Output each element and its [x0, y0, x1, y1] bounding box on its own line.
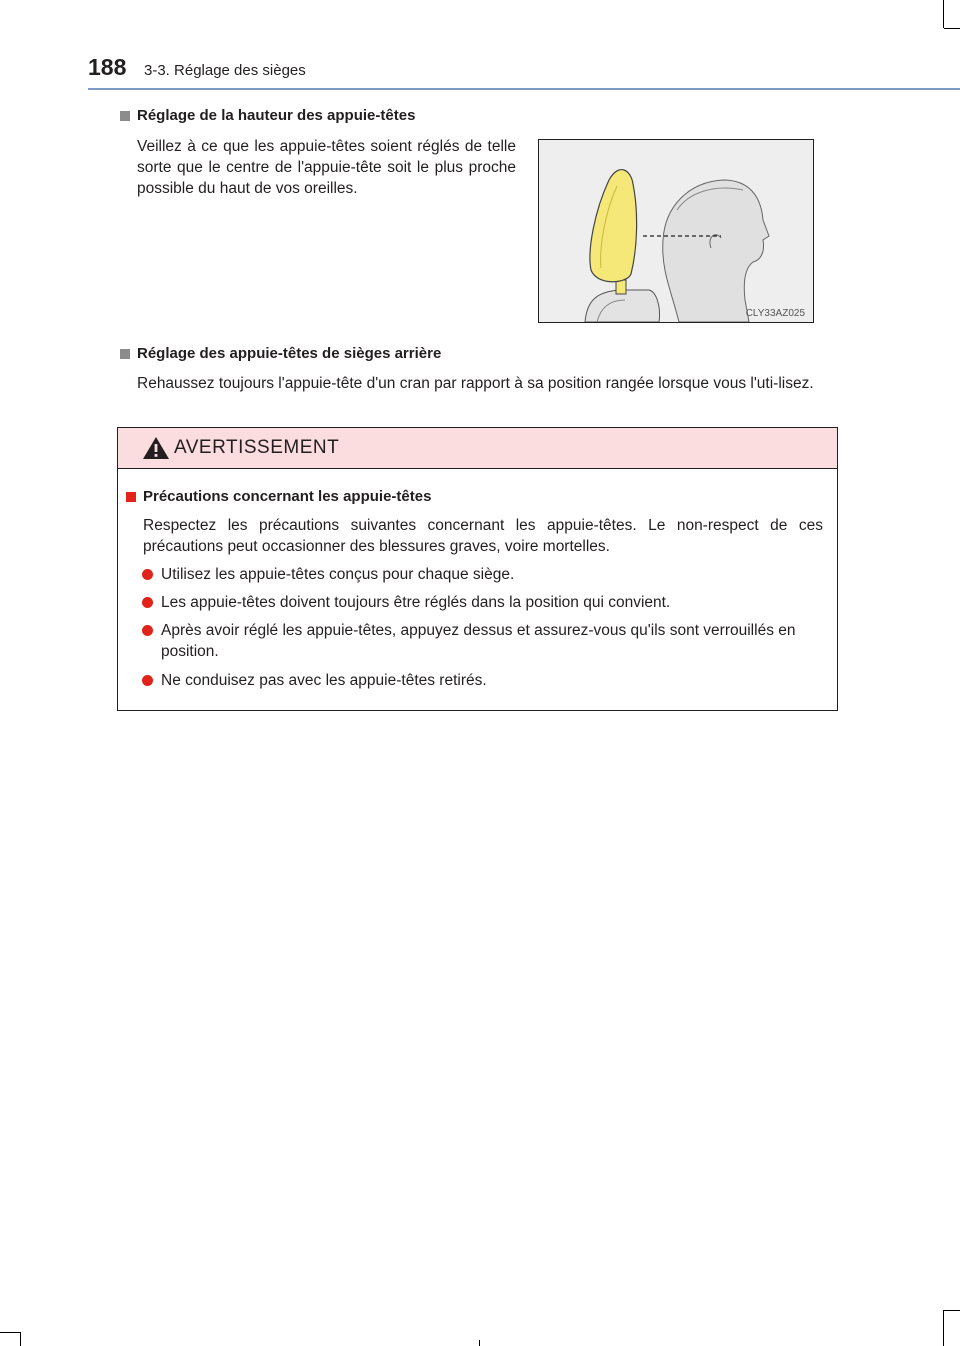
bullet-text: Ne conduisez pas avec les appuie-têtes retirés. [161, 672, 487, 689]
bullet-dot-icon [142, 625, 153, 636]
list-item [142, 670, 831, 691]
warning-title: AVERTISSEMENT [174, 437, 340, 458]
headrest-illustration [538, 139, 814, 323]
figure-code: CLY33AZ025 [745, 308, 805, 319]
paragraph-height: Veillez à ce que les appuie-têtes soient réglés de telle sorte que le centre de l'appuie-tête soit le plus proche possible du haut de vos oreilles. [137, 138, 516, 197]
warning-subheading [124, 488, 431, 505]
warning-intro: Respectez les précautions suivantes concernant les appuie-têtes. Le non-respect de ces précautions peut occasionner des blessures graves, voire mortelles. [143, 517, 823, 555]
crop-mark [479, 1340, 480, 1346]
heading-text: Réglage de la hauteur des appuie-têtes [137, 107, 416, 124]
page-number: 188 [88, 54, 127, 80]
warning-header [118, 428, 837, 469]
list-item [142, 592, 831, 613]
warning-box [117, 427, 838, 711]
bullet-dot-icon [142, 569, 153, 580]
header-rule [88, 88, 960, 90]
crop-mark [943, 1310, 944, 1346]
crop-mark [944, 28, 960, 29]
list-item [142, 564, 831, 585]
warning-triangle-icon [142, 436, 170, 460]
list-item [142, 620, 831, 662]
crop-mark [20, 1332, 21, 1346]
square-bullet-icon [126, 492, 136, 502]
page-header [88, 54, 960, 90]
paragraph-rear: Rehaussez toujours l'appuie-tête d'un cran par rapport à sa position rangée lorsque vous l'uti-lisez. [137, 375, 814, 392]
section-heading-rear [118, 345, 441, 362]
crop-mark [943, 0, 944, 28]
bullet-text: Les appuie-têtes doivent toujours être réglés dans la position qui convient. [161, 594, 671, 611]
crop-mark [944, 1310, 960, 1311]
crop-mark [0, 1332, 20, 1333]
bullet-dot-icon [142, 597, 153, 608]
square-bullet-icon [120, 111, 130, 121]
headrest-diagram [539, 140, 813, 322]
heading-text: Réglage des appuie-têtes de sièges arrière [137, 345, 442, 362]
bullet-dot-icon [142, 675, 153, 686]
subheading-text: Précautions concernant les appuie-têtes [143, 488, 432, 505]
bullet-text: Utilisez les appuie-têtes conçus pour chaque siège. [161, 566, 515, 583]
bullet-text: Après avoir réglé les appuie-têtes, appuyez dessus et assurez-vous qu'ils sont verrouillés en position. [161, 622, 796, 660]
section-title: 3-3. Réglage des sièges [144, 62, 306, 79]
square-bullet-icon [120, 349, 130, 359]
section-heading-height [118, 107, 415, 124]
